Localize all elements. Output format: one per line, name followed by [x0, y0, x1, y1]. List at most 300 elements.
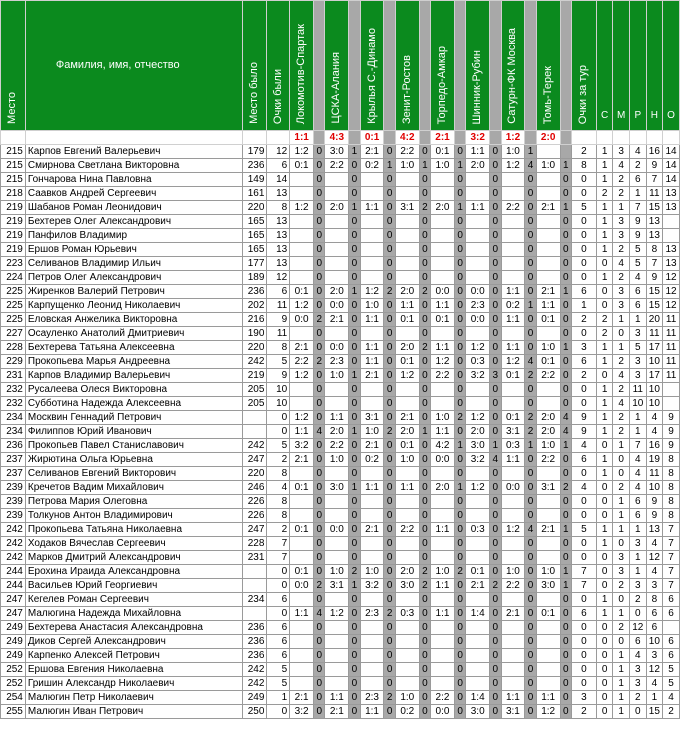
prediction-points-cell: 0: [525, 285, 536, 299]
prediction-points-cell: 0: [490, 635, 501, 649]
stat-cell: 6: [646, 607, 663, 621]
tour-points-cell: 0: [571, 257, 596, 271]
prediction-points-cell: [560, 145, 571, 159]
points-were-cell: 4: [267, 481, 290, 495]
prediction-cell: 0:1: [501, 369, 525, 383]
prediction-cell: [360, 649, 384, 663]
place-cell: 225: [1, 313, 26, 327]
stat-cell: 9: [646, 159, 663, 173]
stat-cell: 7: [646, 173, 663, 187]
prediction-points-cell: 0: [525, 691, 536, 705]
table-row: [1, 677, 680, 691]
prediction-cell: 0:0: [290, 579, 314, 593]
prediction-cell: [395, 173, 419, 187]
place-was-cell: 165: [242, 243, 267, 257]
place-cell: 234: [1, 411, 26, 425]
prediction-points-cell: 0: [525, 579, 536, 593]
tour-points-cell: 0: [571, 187, 596, 201]
stat-cell: 12: [663, 285, 680, 299]
stat-cell: 1: [629, 523, 646, 537]
prediction-cell: 1:1: [360, 201, 384, 215]
prediction-cell: 1:0: [431, 565, 455, 579]
prediction-points-cell: 0: [384, 509, 395, 523]
prediction-cell: [466, 187, 490, 201]
prediction-points-cell: 0: [349, 649, 360, 663]
tour-points-cell: 0: [571, 495, 596, 509]
prediction-cell: [431, 243, 455, 257]
table-row: [1, 243, 680, 257]
points-were-cell: 5: [267, 677, 290, 691]
prediction-points-cell: 0: [490, 663, 501, 677]
place-was-cell: 149: [242, 173, 267, 187]
prediction-points-cell: 0: [454, 593, 465, 607]
prediction-cell: 1:1: [431, 299, 455, 313]
prediction-cell: 1:1: [360, 355, 384, 369]
place-cell: 219: [1, 243, 26, 257]
name-cell: Бехтерев Олег Александрович: [25, 215, 242, 229]
stat-cell: 11: [646, 467, 663, 481]
prediction-cell: 1:0: [395, 453, 419, 467]
prediction-cell: 2:1: [290, 453, 314, 467]
stat-cell: 1: [596, 341, 613, 355]
prediction-cell: [290, 509, 314, 523]
prediction-points-cell: 1: [560, 201, 571, 215]
prediction-cell: 0:0: [466, 285, 490, 299]
points-were-cell: 5: [267, 439, 290, 453]
stat-cell: 6: [646, 621, 663, 635]
prediction-cell: 2:1: [395, 411, 419, 425]
prediction-cell: 1:0: [536, 159, 560, 173]
prediction-points-cell: 4: [525, 159, 536, 173]
prediction-points-cell: 0: [419, 467, 430, 481]
place-cell: 234: [1, 425, 26, 439]
stat-cell: 1: [596, 607, 613, 621]
stat-cell: 9: [629, 215, 646, 229]
table-row: [1, 439, 680, 453]
stat-cell: 13: [663, 257, 680, 271]
prediction-cell: [325, 243, 349, 257]
stat-cell: 9: [629, 229, 646, 243]
stat-cell: 3: [629, 579, 646, 593]
prediction-cell: [360, 509, 384, 523]
score-gap: [454, 131, 465, 145]
prediction-cell: 1:1: [395, 481, 419, 495]
prediction-cell: 1:4: [466, 607, 490, 621]
prediction-cell: 3:2: [466, 369, 490, 383]
prediction-cell: 0:2: [501, 299, 525, 313]
actual-score: 1:2: [501, 131, 525, 145]
tour-points-cell: 3: [571, 691, 596, 705]
prediction-points-cell: 0: [454, 271, 465, 285]
prediction-points-cell: 0: [454, 677, 465, 691]
prediction-points-cell: 1: [560, 285, 571, 299]
stat-cell: 7: [663, 565, 680, 579]
prediction-cell: [290, 257, 314, 271]
name-cell: Селиванов Евгений Викторович: [25, 467, 242, 481]
prediction-points-cell: 0: [560, 495, 571, 509]
stat-cell: 12: [646, 551, 663, 565]
prediction-cell: [360, 215, 384, 229]
points-were-cell: 7: [267, 551, 290, 565]
place-cell: 219: [1, 229, 26, 243]
prediction-points-cell: 0: [419, 677, 430, 691]
prediction-points-cell: 1: [349, 369, 360, 383]
prediction-points-cell: 0: [525, 635, 536, 649]
prediction-points-cell: 0: [419, 593, 430, 607]
prediction-cell: 0:1: [536, 313, 560, 327]
place-cell: 249: [1, 649, 26, 663]
place-cell: 239: [1, 495, 26, 509]
stat-cell: 11: [663, 327, 680, 341]
points-were-cell: 0: [267, 705, 290, 719]
prediction-points-cell: 1: [419, 159, 430, 173]
prediction-cell: [501, 467, 525, 481]
stat-cell: 5: [629, 341, 646, 355]
prediction-points-cell: 0: [560, 243, 571, 257]
name-cell: Малюгина Надежда Михайловна: [25, 607, 242, 621]
stat-cell: 2: [613, 243, 630, 257]
stat-cell: 1: [646, 691, 663, 705]
tour-points-cell: 0: [571, 509, 596, 523]
prediction-points-cell: 0: [349, 537, 360, 551]
prediction-cell: 2:2: [431, 369, 455, 383]
prediction-cell: [290, 229, 314, 243]
stat-cell: 10: [646, 355, 663, 369]
prediction-points-cell: 0: [490, 649, 501, 663]
tour-points-cell: 2: [571, 313, 596, 327]
prediction-cell: 0:1: [536, 355, 560, 369]
points-were-cell: 8: [267, 467, 290, 481]
prediction-points-cell: 0: [490, 145, 501, 159]
prediction-cell: 1:0: [325, 453, 349, 467]
table-row: [1, 187, 680, 201]
prediction-cell: [501, 663, 525, 677]
stat-cell: 1: [613, 607, 630, 621]
prediction-points-cell: 0: [490, 341, 501, 355]
stat-cell: 2: [629, 593, 646, 607]
stat-cell: 15: [646, 705, 663, 719]
prediction-cell: 0:0: [325, 341, 349, 355]
prediction-cell: 2:2: [325, 439, 349, 453]
points-were-cell: 2: [267, 453, 290, 467]
points-were-cell: 6: [267, 593, 290, 607]
prediction-cell: [501, 271, 525, 285]
stat-cell: 0: [596, 551, 613, 565]
place-was-cell: 242: [242, 355, 267, 369]
table-row: [1, 663, 680, 677]
stat-cell: 4: [663, 691, 680, 705]
prediction-cell: 0:3: [466, 523, 490, 537]
prediction-cell: 1:0: [360, 565, 384, 579]
prediction-points-cell: 0: [314, 565, 325, 579]
prediction-cell: [360, 537, 384, 551]
prediction-cell: [466, 621, 490, 635]
prediction-cell: [536, 243, 560, 257]
prediction-cell: 0:1: [290, 159, 314, 173]
name-cell: Еловская Анжелика Викторовна: [25, 313, 242, 327]
prediction-points-cell: 0: [560, 663, 571, 677]
prediction-points-cell: 0: [525, 383, 536, 397]
prediction-points-cell: 0: [419, 551, 430, 565]
prediction-points-cell: 0: [419, 523, 430, 537]
prediction-cell: 1:1: [290, 607, 314, 621]
prediction-cell: 3:0: [466, 705, 490, 719]
prediction-cell: 2:1: [360, 523, 384, 537]
prediction-cell: 2:1: [360, 439, 384, 453]
prediction-cell: [395, 621, 419, 635]
prediction-cell: [325, 257, 349, 271]
stat-cell: 0: [596, 635, 613, 649]
prediction-cell: 4:2: [431, 439, 455, 453]
stat-cell: 2: [613, 411, 630, 425]
points-were-cell: 10: [267, 397, 290, 411]
prediction-cell: 1:2: [325, 607, 349, 621]
prediction-cell: 0:0: [431, 285, 455, 299]
name-cell: Петрова Мария Олеговна: [25, 495, 242, 509]
prediction-cell: [501, 215, 525, 229]
prediction-cell: [501, 537, 525, 551]
stat-cell: 0: [596, 299, 613, 313]
table-row: [1, 425, 680, 439]
prediction-cell: 2:2: [501, 579, 525, 593]
stat-cell: 20: [646, 313, 663, 327]
prediction-cell: [501, 187, 525, 201]
prediction-points-cell: 0: [314, 467, 325, 481]
name-cell: Ерохина Ираида Александровна: [25, 565, 242, 579]
table-row: [1, 551, 680, 565]
stat-cell: [663, 383, 680, 397]
prediction-points-cell: 0: [454, 173, 465, 187]
prediction-cell: [325, 649, 349, 663]
prediction-cell: [395, 271, 419, 285]
prediction-cell: [536, 327, 560, 341]
prediction-points-cell: 0: [384, 313, 395, 327]
place-cell: 223: [1, 257, 26, 271]
prediction-cell: [501, 243, 525, 257]
prediction-cell: 2:0: [395, 425, 419, 439]
prediction-cell: [360, 271, 384, 285]
stat-cell: 13: [646, 229, 663, 243]
name-cell: Петров Олег Александрович: [25, 271, 242, 285]
prediction-cell: [431, 215, 455, 229]
prediction-points-cell: 1: [560, 523, 571, 537]
tour-points-cell: 0: [571, 621, 596, 635]
actual-score: 4:2: [395, 131, 419, 145]
header-gap: [384, 1, 395, 131]
prediction-points-cell: 0: [419, 243, 430, 257]
stat-cell: 4: [646, 425, 663, 439]
prediction-points-cell: 0: [525, 509, 536, 523]
place-was-cell: 165: [242, 215, 267, 229]
prediction-cell: 2:2: [431, 691, 455, 705]
prediction-points-cell: 1: [560, 579, 571, 593]
prediction-cell: [360, 327, 384, 341]
prediction-cell: [501, 257, 525, 271]
stat-cell: 6: [629, 299, 646, 313]
prediction-cell: 3:0: [325, 145, 349, 159]
prediction-points-cell: 0: [349, 411, 360, 425]
prediction-cell: [431, 327, 455, 341]
prediction-cell: 0:1: [395, 355, 419, 369]
score-empty: [613, 131, 630, 145]
stat-cell: 2: [596, 313, 613, 327]
name-cell: Субботина Надежда Алексеевна: [25, 397, 242, 411]
prediction-points-cell: 0: [314, 173, 325, 187]
prediction-points-cell: 0: [490, 509, 501, 523]
stat-cell: 4: [629, 649, 646, 663]
prediction-cell: 2:1: [325, 705, 349, 719]
prediction-cell: [536, 467, 560, 481]
table-row: [1, 397, 680, 411]
stat-cell: 2: [613, 187, 630, 201]
prediction-cell: [431, 551, 455, 565]
points-were-cell: 8: [267, 341, 290, 355]
prediction-points-cell: 0: [419, 495, 430, 509]
prediction-points-cell: 0: [314, 621, 325, 635]
prediction-cell: 2:3: [360, 691, 384, 705]
prediction-points-cell: 0: [560, 621, 571, 635]
table-row: [1, 705, 680, 719]
stat-cell: 4: [646, 537, 663, 551]
stat-cell: 1: [596, 173, 613, 187]
prediction-cell: 1:1: [325, 411, 349, 425]
prediction-cell: [290, 383, 314, 397]
prediction-points-cell: 0: [384, 439, 395, 453]
prediction-cell: [501, 229, 525, 243]
prediction-points-cell: 0: [419, 705, 430, 719]
prediction-points-cell: 0: [560, 313, 571, 327]
points-were-cell: 0: [267, 579, 290, 593]
prediction-cell: [536, 635, 560, 649]
table-row: [1, 579, 680, 593]
place-cell: 228: [1, 341, 26, 355]
prediction-points-cell: 2: [419, 341, 430, 355]
stat-cell: 3: [646, 649, 663, 663]
prediction-points-cell: 0: [384, 145, 395, 159]
prediction-points-cell: 0: [454, 551, 465, 565]
stat-cell: 9: [663, 411, 680, 425]
prediction-points-cell: 0: [560, 607, 571, 621]
prediction-cell: 1:1: [431, 341, 455, 355]
prediction-points-cell: 0: [560, 215, 571, 229]
prediction-cell: 1:0: [325, 565, 349, 579]
header-match: Крылья С.-Динамо: [360, 1, 384, 131]
prediction-cell: 0:3: [395, 607, 419, 621]
stat-cell: 12: [629, 621, 646, 635]
prediction-points-cell: 0: [454, 215, 465, 229]
prediction-cell: [290, 243, 314, 257]
prediction-points-cell: 0: [454, 355, 465, 369]
prediction-cell: 0:1: [290, 285, 314, 299]
place-was-cell: 226: [242, 509, 267, 523]
prediction-points-cell: 0: [384, 495, 395, 509]
prediction-points-cell: 0: [349, 383, 360, 397]
points-were-cell: 6: [267, 649, 290, 663]
stat-cell: 4: [646, 565, 663, 579]
stat-cell: 1: [629, 411, 646, 425]
prediction-points-cell: 0: [349, 439, 360, 453]
prediction-cell: 2:0: [431, 201, 455, 215]
prediction-cell: 2:2: [325, 159, 349, 173]
prediction-points-cell: 0: [419, 439, 430, 453]
points-were-cell: 13: [267, 243, 290, 257]
points-were-cell: 1: [267, 691, 290, 705]
score-gap: [560, 131, 571, 145]
prediction-points-cell: 0: [419, 173, 430, 187]
prediction-points-cell: 0: [560, 593, 571, 607]
prediction-cell: 2:0: [395, 565, 419, 579]
prediction-cell: [431, 397, 455, 411]
tour-points-cell: 0: [571, 649, 596, 663]
prediction-cell: 2:1: [466, 579, 490, 593]
prediction-cell: [466, 649, 490, 663]
prediction-points-cell: 0: [314, 397, 325, 411]
prediction-points-cell: 0: [314, 495, 325, 509]
prediction-points-cell: 0: [314, 537, 325, 551]
stat-cell: [663, 621, 680, 635]
stat-cell: 12: [663, 271, 680, 285]
prediction-cell: 0:1: [395, 313, 419, 327]
stat-cell: 14: [663, 145, 680, 159]
stat-cell: 2: [613, 271, 630, 285]
prediction-points-cell: 0: [560, 383, 571, 397]
place-cell: 215: [1, 145, 26, 159]
stat-cell: 6: [663, 607, 680, 621]
place-cell: 254: [1, 691, 26, 705]
points-were-cell: 5: [267, 355, 290, 369]
prediction-cell: [360, 187, 384, 201]
stat-cell: 6: [629, 635, 646, 649]
prediction-cell: [360, 593, 384, 607]
prediction-cell: [501, 397, 525, 411]
place-was-cell: 179: [242, 145, 267, 159]
prediction-cell: 3:0: [536, 579, 560, 593]
prediction-points-cell: 0: [419, 411, 430, 425]
prediction-cell: 1:0: [501, 565, 525, 579]
stat-cell: 0: [613, 537, 630, 551]
stat-cell: 0: [596, 649, 613, 663]
prediction-cell: 0:2: [395, 705, 419, 719]
prediction-points-cell: 0: [490, 481, 501, 495]
stat-cell: 1: [629, 565, 646, 579]
prediction-points-cell: 2: [560, 481, 571, 495]
prediction-cell: [536, 397, 560, 411]
prediction-cell: [501, 593, 525, 607]
prediction-points-cell: 2: [419, 565, 430, 579]
stat-cell: 2: [663, 705, 680, 719]
stat-cell: 2: [613, 173, 630, 187]
stat-cell: 19: [646, 453, 663, 467]
tour-points-cell: 0: [571, 537, 596, 551]
prediction-cell: [325, 173, 349, 187]
actual-score: 4:3: [325, 131, 349, 145]
header-gap: [314, 1, 325, 131]
prediction-points-cell: 0: [384, 187, 395, 201]
prediction-cell: [431, 663, 455, 677]
tour-points-cell: 6: [571, 285, 596, 299]
prediction-points-cell: 0: [314, 201, 325, 215]
table-row: [1, 537, 680, 551]
prediction-points-cell: 0: [454, 705, 465, 719]
stat-cell: 13: [646, 523, 663, 537]
table-row: [1, 509, 680, 523]
prediction-points-cell: 0: [490, 271, 501, 285]
prediction-points-cell: 0: [384, 299, 395, 313]
prediction-points-cell: 0: [490, 467, 501, 481]
prediction-cell: [360, 243, 384, 257]
prediction-cell: [431, 621, 455, 635]
stat-cell: 2: [596, 327, 613, 341]
